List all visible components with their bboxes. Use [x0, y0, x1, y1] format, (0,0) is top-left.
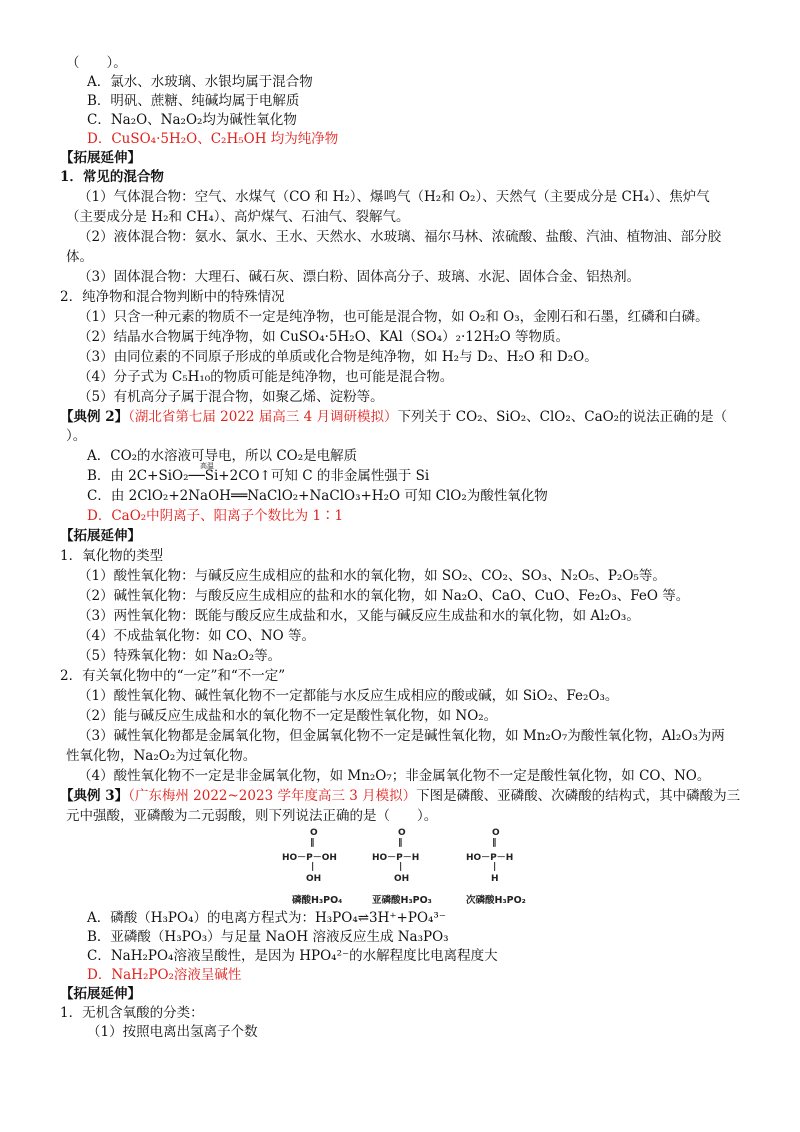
option-a: A．氯水、水玻璃、水银均属于混合物 [87, 74, 313, 90]
structure-caption: 磷酸H₃PO₄ [292, 895, 343, 906]
text-line: （3）固体混合物：大理石、碱石灰、漂白粉、固体高分子、玻璃、水泥、固体合金、铝热剂。 [78, 269, 641, 285]
option-a: A．CO₂的水溶液可导电，所以 CO₂是电解质 [87, 448, 358, 464]
example-label: 【典例 2】 [60, 409, 129, 425]
example-2-stem [60, 408, 727, 426]
text-line: （1）按照电离出氢离子个数 [87, 1024, 258, 1040]
text-line: （4）不成盐氧化物：如 CO、NO 等。 [78, 628, 315, 644]
text-line: （2）碱性氧化物：与酸反应生成相应的盐和水的氧化物，如 Na₂O、CaO、CuO、Fe₂O₃、FeO 等。 [78, 588, 690, 604]
text-line: （1）气体混合物：空气、水煤气（CO 和 H₂）、爆鸣气（H₂和 O₂）、天然气（主要成分是 CH₄）、焦炉气 [78, 189, 710, 205]
option-a: A．磷酸（H₃PO₄）的电离方程式为：H₃PO₄⇌3H⁺+PO₄³⁻ [87, 910, 446, 926]
section-heading: 【拓展延伸】 [60, 986, 141, 1002]
subsection-heading: 2．纯净物和混合物判断中的特殊情况 [60, 289, 285, 305]
text-line: 元中强酸，亚磷酸为二元弱酸，则下列说法正确的是（ ）。 [66, 808, 438, 824]
text-line: （2）液体混合物：氨水、氯水、王水、天然水、水玻璃、福尔马林、浓硫酸、盐酸、汽油、植物油、部分胶 [78, 229, 722, 245]
option-b: B．由 2C+SiO₂──Si+2CO↑可知 C 的非金属性强于 Si [87, 468, 430, 484]
section-heading: 【拓展延伸】 [60, 150, 141, 166]
structure-caption: 亚磷酸H₃PO₃ [372, 895, 432, 906]
option-d-answer: D．CuSO₄·5H₂O、C₂H₅OH 均为纯净物 [87, 131, 339, 147]
example-source: （广东梅州 2022~2023 学年度高三 3 月模拟） [128, 788, 417, 804]
example-3-stem [60, 787, 740, 805]
option-c: C．NaH₂PO₄溶液呈酸性，是因为 HPO₄²⁻的水解程度比电离程度大 [87, 948, 498, 964]
text-line: （4）酸性氧化物不一定是非金属氧化物，如 Mn₂O₇；非金属氧化物不一定是酸性氧化物，如 CO、NO。 [78, 768, 711, 784]
option-c: C．由 2ClO₂+2NaOH══NaClO₂+NaClO₃+H₂O 可知 ClO₂为酸性氧化物 [87, 488, 548, 504]
text-line: 体。 [66, 249, 93, 265]
subsection-heading: 1．常见的混合物 [60, 169, 164, 185]
text-line: （1）酸性氧化物、碱性氧化物不一定都能与水反应生成相应的酸或碱，如 SiO₂、Fe₂O₃。 [78, 688, 619, 704]
option-d-answer: D．NaH₂PO₂溶液呈碱性 [87, 967, 242, 983]
subsection-heading: 2．有关氧化物中的“一定”和“不一定” [60, 668, 286, 684]
text-line: （4）分子式为 C₅H₁₀的物质可能是纯净物，也可能是混合物。 [78, 369, 454, 385]
option-b: B．亚磷酸（H₃PO₃）与足量 NaOH 溶液反应生成 Na₃PO₃ [87, 929, 449, 945]
subsection-heading: 1．氧化物的类型 [60, 548, 164, 564]
example-question: 下图是磷酸、亚磷酸、次磷酸的结构式，其中磷酸为三 [416, 788, 741, 804]
section-heading: 【拓展延伸】 [60, 528, 141, 544]
text-line: （1）只含一种元素的物质不一定是纯净物，也可能是混合物，如 O₂和 O₃，金刚石和石墨，红磷和白磷。 [78, 309, 709, 325]
document-page: （ ）。 A．氯水、水玻璃、水银均属于混合物 B．明矾、蔗糖、纯碱均属于电解质 C．Na₂O、Na₂O₂均为碱性氧化物 D．CuSO₄·5H₂O、C₂H₅OH 均为纯净物 【拓展延伸】 1．常见的混合物 （1）气体混合物：空气、水煤气（CO 和 H₂）、爆鸣气（H₂和 O₂）、天然气（主要成分是 CH₄）、焦炉气 （主要成分是 H₂和 CH₄）、高炉煤气、石油气、裂解气。 （2）液体混合物：氨水、氯水、王水、天然水、水玻璃、福尔马林、浓硫酸、盐酸、汽油、植物油、部分胶 体。 （3）固体混合物：大理石、碱石灰、漂白粉、固体高分子、玻璃、水泥、固体合金、铝热剂。 2．纯净物和混合物判断中的特殊情况 （1）只含一种元素的物质不一定是纯净物，也可能是混合物，如 O₂和 O₃，金刚石和石墨，红磷和白磷。 （2）结晶水合物属于纯净物，如 CuSO₄·5H₂O、KAl（SO₄）₂·12H₂O 等物质。 （3）由同位素的不同原子形成的单质或化合物是纯净物，如 H₂与 D₂、H₂O 和 D₂O。 （4）分子式为 C₅H₁₀的物质可能是纯净物，也可能是混合物。 （5）有机高分子属于混合物，如聚乙烯、淀粉等。 【典例 2】（湖北省第七届 2022 届高三 4 月调研模拟）下列关于 CO₂、SiO₂、ClO₂、CaO₂的说法正确的是（ ）。 A．CO₂的水溶液可导电，所以 CO₂是电解质 B．由 2C+SiO₂──Si+2CO↑可知 C 的非金属性强于 Si 高温 C．由 2ClO₂+2NaOH══NaClO₂+NaClO₃+H₂O 可知 ClO₂为酸性氧化物 D．CaO₂中阴离子、阳离子个数比为 1∶1 【拓展延伸】 1．氧化物的类型 （1）酸性氧化物：与碱反应生成相应的盐和水的氧化物，如 SO₂、CO₂、SO₃、N₂O₅、P₂O₅等。 （2）碱性氧化物：与酸反应生成相应的盐和水的氧化物，如 Na₂O、CaO、CuO、Fe₂O₃、FeO 等。 （3）两性氧化物：既能与酸反应生成盐和水，又能与碱反应生成盐和水的氧化物，如 Al₂O₃。 （4）不成盐氧化物：如 CO、NO 等。 （5）特殊氧化物：如 Na₂O₂等。 2．有关氧化物中的“一定”和“不一定” （1）酸性氧化物、碱性氧化物不一定都能与水反应生成相应的酸或碱，如 SiO₂、Fe₂O₃。 （2）能与碱反应生成盐和水的氧化物不一定是酸性氧化物，如 NO₂。 （3）碱性氧化物都是金属氧化物，但金属氧化物不一定是碱性氧化物，如 Mn₂O₇为酸性氧化物，Al₂O₃为两 性氧化物，Na₂O₂为过氧化物。 （4）酸性氧化物不一定是非金属氧化物，如 Mn₂O₇；非金属氧化物不一定是酸性氧化物，如 CO、NO。 【典例 3】（广东梅州 2022~2023 学年度高三 3 月模拟）下图是磷酸、亚磷酸、次磷酸的结构式，其中磷酸为三 元中强酸，亚磷酸为二元弱酸，则下列说法正确的是（ ）。 O ‖ HO－P－OH | OH 磷酸H₃PO₄ O ‖ HO－P－H | OH 亚磷酸H₃PO₃ O ‖ HO－P－H | H 次磷酸H₃PO₂ A．磷酸（H₃PO₄）的电离方程式为：H₃PO₄⇌3H⁺+PO₄³⁻ B．亚磷酸（H₃PO₃）与足量 NaOH 溶液反应生成 Na₃PO₃ C．NaH₂PO₄溶液呈酸性，是因为 HPO₄²⁻的水解程度比电离程度大 D．NaH₂PO₂溶液呈碱性 【拓展延伸】 1．无机含氧酸的分类： （1）按照电离出氢离子个数 [60, 55, 741, 1040]
example-question: 下列关于 CO₂、SiO₂、ClO₂、CaO₂的说法正确的是（ [397, 409, 728, 425]
text-line: （2）能与碱反应生成盐和水的氧化物不一定是酸性氧化物，如 NO₂。 [78, 708, 498, 724]
text-line: （5）有机高分子属于混合物，如聚乙烯、淀粉等。 [78, 389, 384, 405]
text-line: 性氧化物，Na₂O₂为过氧化物。 [66, 748, 257, 764]
text-line: （3）两性氧化物：既能与酸反应生成盐和水，又能与碱反应生成盐和水的氧化物，如 Al₂O₃。 [78, 608, 640, 624]
text-line: （5）特殊氧化物：如 Na₂O₂等。 [78, 648, 282, 664]
reaction-condition: 高温 [200, 462, 214, 470]
option-b: B．明矾、蔗糖、纯碱均属于电解质 [87, 93, 300, 109]
text-line: （1）酸性氧化物：与碱反应生成相应的盐和水的氧化物，如 SO₂、CO₂、SO₃、N₂O₅、P₂O₅等。 [78, 568, 666, 584]
option-c: C．Na₂O、Na₂O₂均为碱性氧化物 [87, 112, 297, 128]
text-line: （3）碱性氧化物都是金属氧化物，但金属氧化物不一定是碱性氧化物，如 Mn₂O₇为酸性氧化物，Al₂O₃为两 [78, 728, 725, 744]
text-line: （2）结晶水合物属于纯净物，如 CuSO₄·5H₂O、KAl（SO₄）₂·12H₂O 等物质。 [78, 329, 570, 345]
option-d-answer: D．CaO₂中阴离子、阳离子个数比为 1∶1 [87, 508, 344, 524]
subsection-heading: 1．无机含氧酸的分类： [60, 1005, 204, 1021]
text-line: ）。 [66, 428, 87, 444]
text-line: （主要成分是 H₂和 CH₄）、高炉煤气、石油气、裂解气。 [66, 209, 410, 225]
example-source: （湖北省第七届 2022 届高三 4 月调研模拟） [128, 409, 398, 425]
structure-caption: 次磷酸H₃PO₂ [466, 895, 526, 906]
text-line: （3）由同位素的不同原子形成的单质或化合物是纯净物，如 H₂与 D₂、H₂O 和 D₂O。 [78, 349, 598, 365]
example-label: 【典例 3】 [60, 788, 129, 804]
question-blank: （ ）。 [66, 55, 127, 71]
